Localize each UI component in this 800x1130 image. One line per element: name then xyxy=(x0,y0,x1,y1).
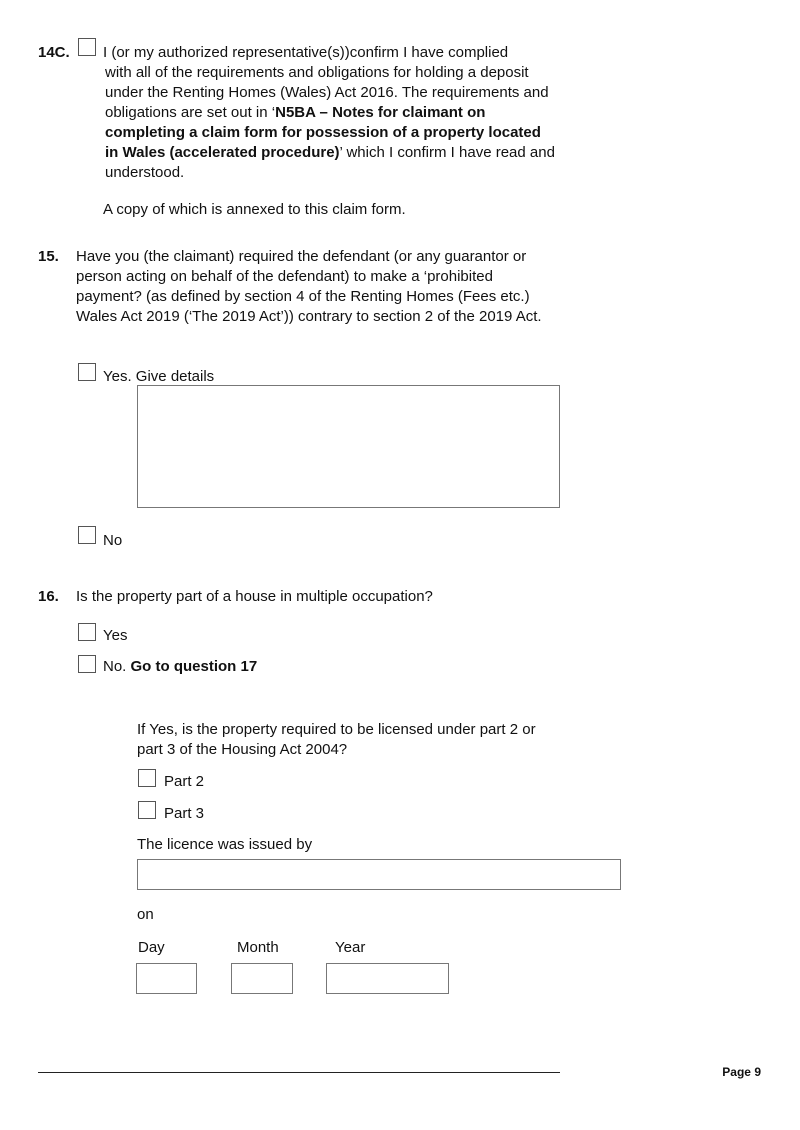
question-14c-number: 14C. xyxy=(38,44,70,61)
q16-issued-by-input[interactable] xyxy=(137,859,621,890)
q16-day-input[interactable] xyxy=(136,963,197,994)
footer-divider xyxy=(38,1072,560,1073)
q16-question-text: Is the property part of a house in multiple occupation? xyxy=(76,588,433,605)
q16-yes-label: Yes xyxy=(103,627,128,644)
q15-no-label: No xyxy=(103,532,123,549)
q16-goto-instruction: Go to question 17 xyxy=(130,658,258,675)
q16-part3-checkbox[interactable] xyxy=(138,801,156,819)
q16-on-label: on xyxy=(137,906,154,923)
q16-no-label: No. xyxy=(103,658,127,675)
q14c-text-line1: I (or my authorized representative(s))confirm I have complied xyxy=(103,44,509,61)
q15-yes-label: Yes. Give details xyxy=(103,368,215,385)
q14c-annex-text: A copy of which is annexed to this claim form. xyxy=(103,201,406,218)
q16-part2-checkbox[interactable] xyxy=(138,769,156,787)
q14c-confirm-checkbox[interactable] xyxy=(78,38,96,56)
q16-month-input[interactable] xyxy=(231,963,293,994)
q16-year-label: Year xyxy=(335,939,366,956)
q16-year-input[interactable] xyxy=(326,963,449,994)
q14c-text-plain2: ’ which I confirm I have read and understood. xyxy=(105,144,555,181)
q16-day-label: Day xyxy=(138,939,165,956)
page-number: Page 9 xyxy=(722,1065,761,1079)
q14c-text xyxy=(105,63,555,183)
q16-no-checkbox[interactable] xyxy=(78,655,96,673)
q16-issued-by-label: The licence was issued by xyxy=(137,836,313,853)
q15-no-checkbox[interactable] xyxy=(78,526,96,544)
q15-yes-checkbox[interactable] xyxy=(78,363,96,381)
q14c-notes-reference: N5BA – Notes for claimant on completing a claim form for possession of a property located in Wales (accelerated procedure) xyxy=(105,104,541,161)
q16-part3-label: Part 3 xyxy=(164,805,205,822)
question-15-number: 15. xyxy=(38,248,59,265)
question-16-number: 16. xyxy=(38,588,59,605)
q16-yes-checkbox[interactable] xyxy=(78,623,96,641)
q16-part2-label: Part 2 xyxy=(164,773,205,790)
q15-details-textarea[interactable] xyxy=(137,385,560,508)
q16-no-label-group xyxy=(103,657,257,677)
q15-question-text: Have you (the claimant) required the defendant (or any guarantor or person acting on behalf of the defendant) to make a ‘prohibited payment? (as defined by section 4 of the Renting Homes (Fees etc.) Wales Act 2019 (‘The 2019 Act’)) contrary to section 2 of the 2019 Act. xyxy=(76,248,542,325)
q16-month-label: Month xyxy=(237,939,279,956)
q16-licence-question: If Yes, is the property required to be licensed under part 2 or part 3 of the Housing Act 2004? xyxy=(137,721,536,758)
q14c-text-plain1: with all of the requirements and obligations for holding a deposit under the Renting Homes (Wales) Act 2016. The requirements and obligations are set out in ‘ xyxy=(105,64,549,121)
